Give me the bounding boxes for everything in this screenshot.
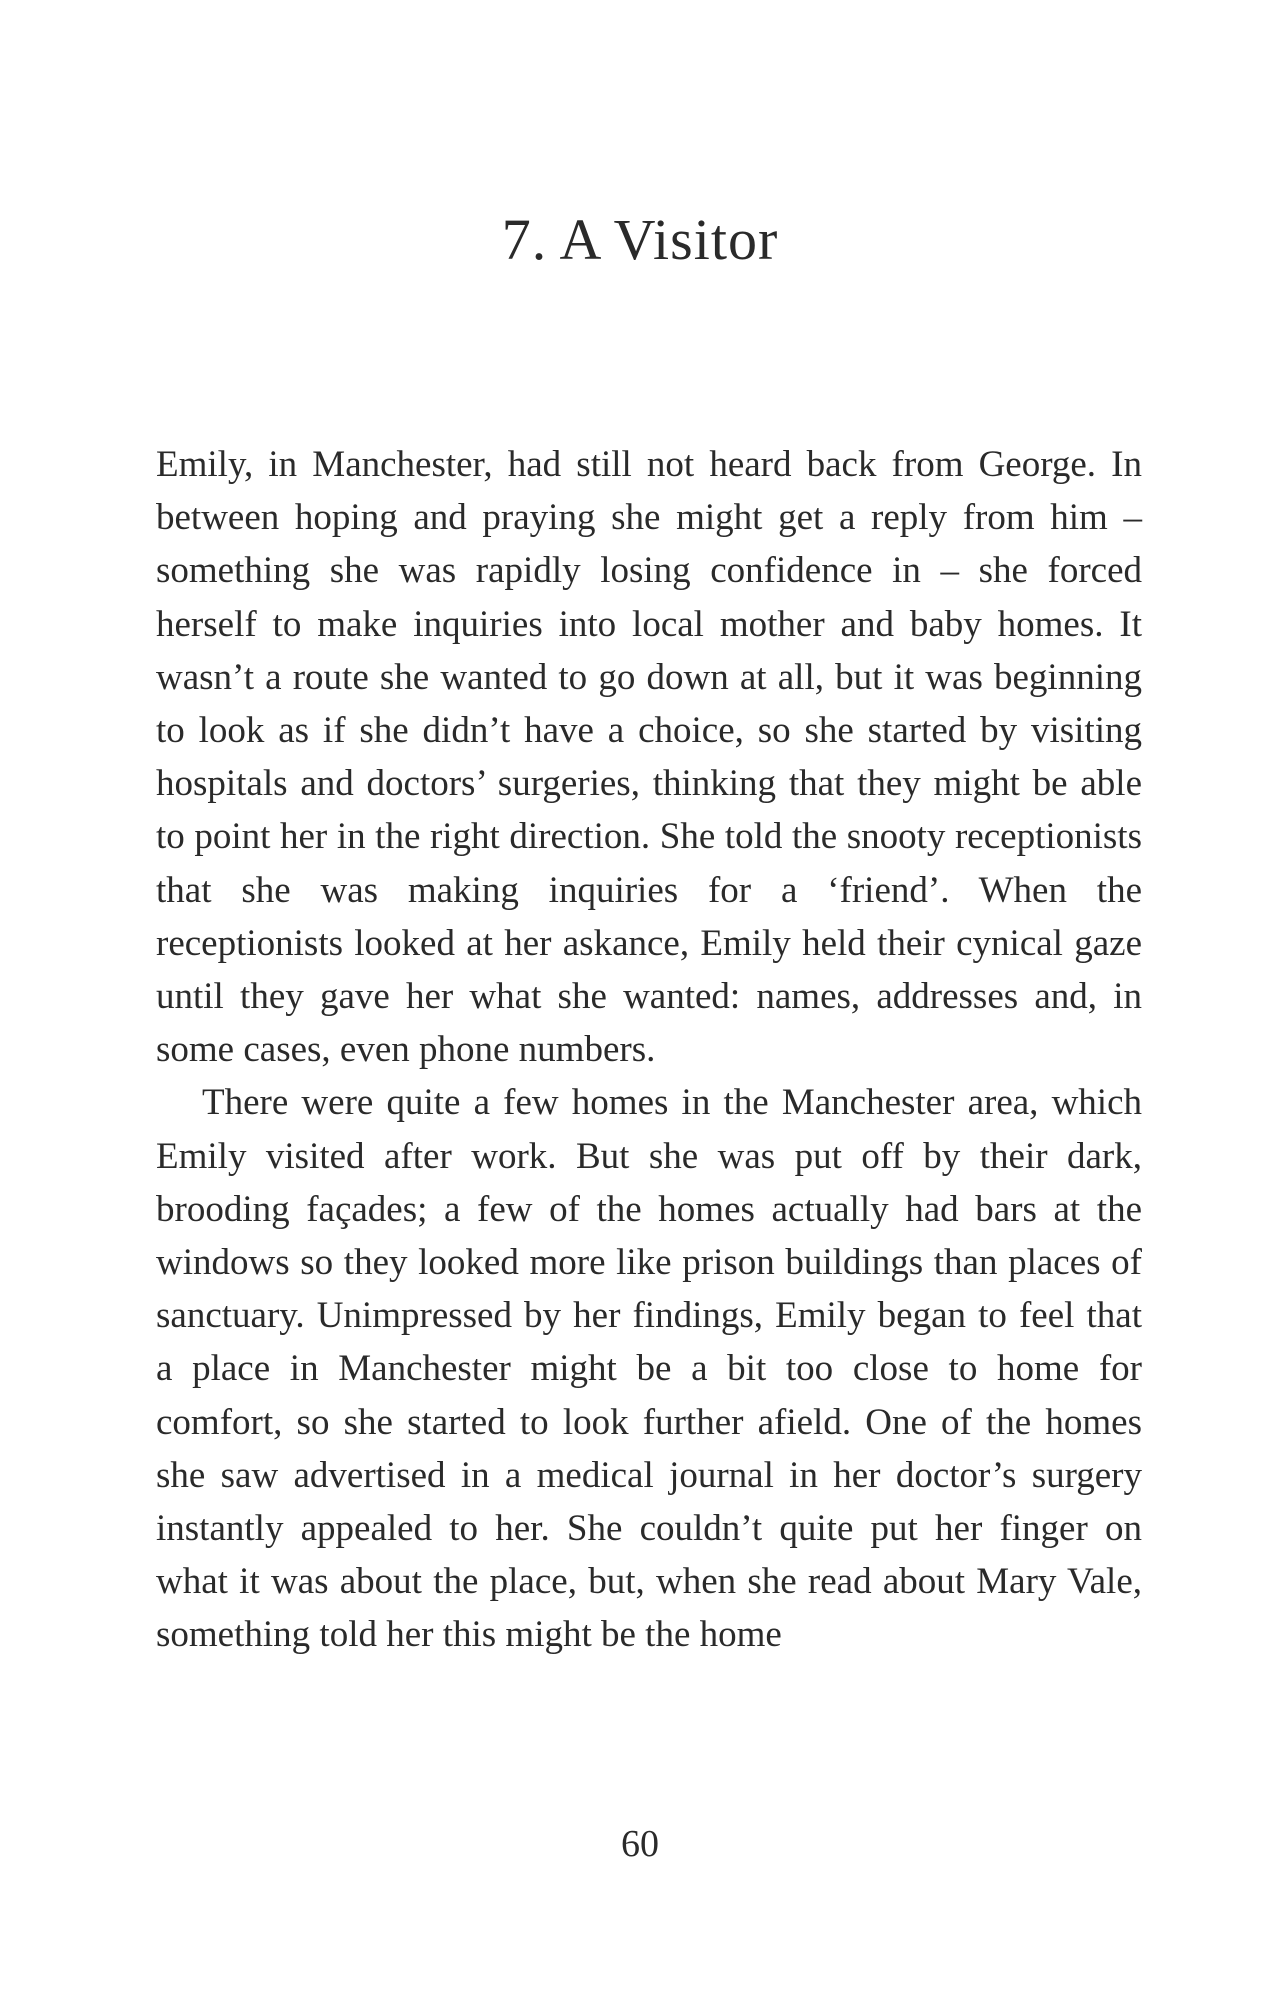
paragraph-1: Emily, in Manchester, had still not heard back from George. In between hoping and praying she might get a reply from him – something she was rapidly losing confidence in – she forced herself to make inquiries into local mother and baby homes. It wasn’t a route she wanted to go down at all, but it was beginning to look as if she didn’t have a choice, so she started by visiting hospitals and doctors’ surgeries, thinking that they might be able to point her in the right direction. She told the snooty receptionists that she was making inquiries for a ‘friend’. When the receptionists looked at her askance, Emily held their cynical gaze until they gave her what she wanted: names, addresses and, in some cases, even phone numbers.: [156, 444, 1142, 1071]
page-number: 60: [621, 1823, 659, 1865]
chapter-title: 7. A Visitor: [501, 207, 779, 272]
body-text: [156, 438, 1142, 1662]
paragraph-2: There were quite a few homes in the Manchester area, which Emily visited after work. But she was put off by their dark, brooding façades; a few of the homes actually had bars at the windows so they looked more like prison buildings than places of sanctuary. Unimpressed by her findings, Emily began to feel that a place in Manchester might be a bit too close to home for comfort, so she started to look further afield. One of the homes she saw advertised in a medical journal in her doctor’s surgery instantly appealed to her. She couldn’t quite put her finger on what it was about the place, but, when she read about Mary Vale, something told her this might be the home: [156, 1082, 1142, 1656]
